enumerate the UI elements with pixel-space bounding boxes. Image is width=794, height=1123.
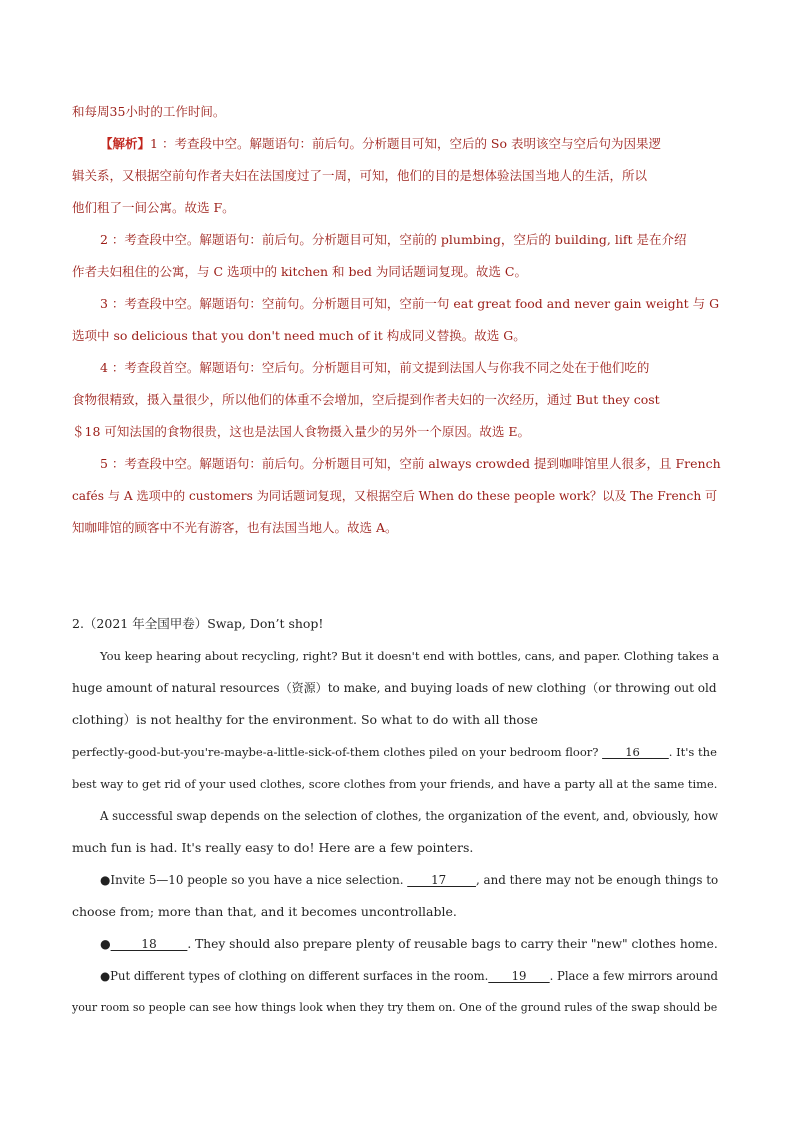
blank-19: ____19____	[488, 969, 550, 983]
answer-4-line-2: 食物很精致，摄入量很少，所以他们的体重不会增加，空后提到作者夫妇的一次经历，通过 But they cost	[72, 392, 660, 407]
passage-p5-line-2: your room so people can see how things look when they try them on. One of the ground rules of the swap should be	[72, 1001, 718, 1014]
document-page	[72, 96, 724, 1024]
blank-18: _____18_____	[110, 937, 188, 951]
passage-p1-line-2: huge amount of natural resources（资源）to make, and buying loads of new clothing（or throwing out old	[72, 681, 717, 695]
passage-p1-line-4: perfectly-good-but-you're-maybe-a-little-sick-of-them clothes piled on your bedroom floor? ____16_____. It's the	[72, 745, 717, 759]
passage-p2-line-1: A successful swap depends on the selection of clothes, the organization of the event, and, obviously, how	[100, 809, 719, 823]
passage-p3-line-1: ●Invite 5—10 people so you have a nice selection. ____17_____, and there may not be enough things to	[100, 873, 719, 887]
passage-heading: 2.（2021 年全国甲卷）Swap, Don’t shop!	[72, 616, 324, 631]
passage-p1-line-5: best way to get rid of your used clothes, score clothes from your friends, and have a party all at the same time.	[72, 777, 718, 791]
answer-3-line-2: 选项中 so delicious that you don't need much of it 构成同义替换。故选 G。	[72, 328, 526, 343]
answer-2-line-1: 2 ：考查段中空。解题语句：前后句。分析题目可知，空前的 plumbing，空后的 building, lift 是在介绍	[100, 232, 687, 247]
blank-16: ____16_____	[602, 745, 669, 759]
answer-4-line-1: 4 ：考查段首空。解题语句：空后句。分析题目可知，前文提到法国人与你我不同之处在于他们吃的	[100, 360, 650, 375]
passage-p1-line-1: You keep hearing about recycling, right? But it doesn't end with bottles, cans, and paper. Clothing takes a	[100, 649, 720, 663]
passage-p2-line-2: much fun is had. It's really easy to do! Here are a few pointers.	[72, 840, 474, 855]
section-gap	[72, 544, 724, 608]
analysis-label: 【解析】	[100, 136, 151, 151]
passage-p1-line-3: clothing）is not healthy for the environment. So what to do with all those	[72, 712, 538, 727]
answer-3-line-1: 3 ：考查段中空。解题语句：空前句。分析题目可知，空前一句 eat great food and never gain weight 与 G	[100, 296, 720, 311]
answer-2-line-2: 作者夫妇租住的公寓，与 C 选项中的 kitchen 和 bed 为同话题词复现。故选 C。	[72, 264, 527, 279]
answer-1-line-1: 【解析】1 ：考查段中空。解题语句：前后句。分析题目可知，空后的 So 表明该空与空后句为因果逻	[100, 136, 661, 151]
answer-5-line-2: cafés 与 A 选项中的 customers 为同话题词复现，又根据空后 When do these people work？以及 The French 可	[72, 489, 718, 503]
passage-p3-line-2: choose from; more than that, and it becomes uncontrollable.	[72, 904, 457, 919]
answer-5-line-3: 知咖啡馆的顾客中不光有游客，也有法国当地人。故选 A。	[72, 520, 398, 535]
passage-p5-line-1: ●Put different types of clothing on different surfaces in the room.____19____. Place a few mirrors around	[100, 969, 719, 983]
answer-4-line-3: ＄18 可知法国的食物很贵，这也是法国人食物摄入量少的另外一个原因。故选 E。	[72, 424, 530, 439]
blank-17: ____17_____	[407, 873, 476, 887]
answer-1-line-2: 辑关系，又根据空前句作者夫妇在法国度过了一周，可知，他们的目的是想体验法国当地人的生活，所以	[72, 168, 648, 183]
answer-intro-tail: 和每周35小时的工作时间。	[72, 104, 226, 119]
answer-1-line-3: 他们租了一间公寓。故选 F。	[72, 200, 235, 215]
passage-p4-line-1: ●_____18_____. They should also prepare plenty of reusable bags to carry their "new" clothes home.	[100, 937, 718, 951]
answer-5-line-1: 5 ：考查段中空。解题语句：前后句。分析题目可知，空前 always crowded 提到咖啡馆里人很多，且 French	[100, 456, 721, 471]
